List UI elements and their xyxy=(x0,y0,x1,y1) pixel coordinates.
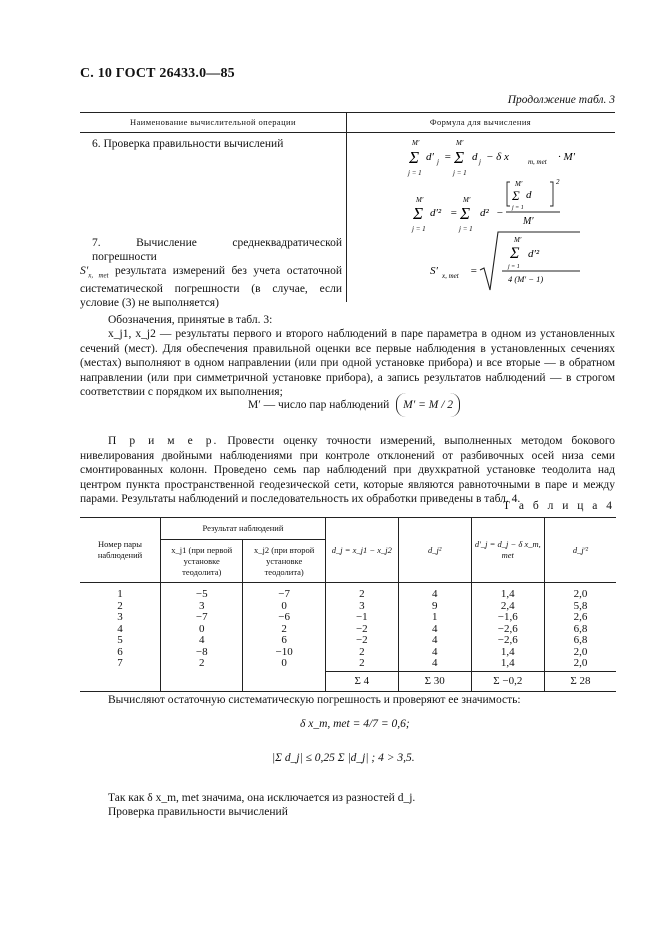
m-definition xyxy=(248,393,460,429)
header-djp2: d_j′² xyxy=(544,518,616,583)
page-header: С. 10 ГОСТ 26433.0—85 xyxy=(80,66,235,81)
formula-check-sum-svg xyxy=(406,136,616,180)
formula3-num: d′² xyxy=(528,248,540,260)
after-line-1: Вычисляют остаточную систематическую погрешность и проверяют ее значимость: xyxy=(108,694,521,706)
formula2-rhs: d² xyxy=(480,207,489,219)
square-2: 2 xyxy=(556,178,560,186)
table-column-divider xyxy=(346,112,347,302)
header-xj1: x_j1 (при первой установке теодолита) xyxy=(161,540,243,583)
table-cell: 3 xyxy=(325,601,398,613)
sum-sign-3: Σ xyxy=(413,204,424,223)
table-cell: 0 xyxy=(243,658,325,671)
table-cell: 2,4 xyxy=(471,601,544,613)
table-cell: 9 xyxy=(398,601,471,613)
table-cell: 5,8 xyxy=(544,601,616,613)
table-cell: 6 xyxy=(243,635,325,647)
table-4-header-row-1 xyxy=(80,518,616,540)
row-7-line1: 7. Вычисление среднеквадратической погрешности xyxy=(92,237,342,263)
table-4-sum-row xyxy=(80,671,616,691)
table-cell: −10 xyxy=(243,647,325,659)
table-cell: 4 xyxy=(161,635,243,647)
sum-djp2: Σ 28 xyxy=(544,671,616,691)
formula-dj: d xyxy=(472,151,478,163)
legend-intro: Обозначения, принятые в табл. 3: xyxy=(108,314,273,326)
sum-upper-limit-2: M′ xyxy=(456,139,464,147)
table-row xyxy=(80,601,616,613)
table-cell: 2,0 xyxy=(544,658,616,671)
formula-dj-sub: j xyxy=(479,158,481,166)
sum-lower-limit-5: j = 1 xyxy=(508,264,520,270)
table-cell: −1 xyxy=(325,612,398,624)
table-cell: 4 xyxy=(117,622,123,635)
after-line-3: Проверка правильности вычислений xyxy=(108,806,288,818)
sum-sign-5: Σ xyxy=(510,245,520,262)
table-cell: 2 xyxy=(325,647,398,659)
formula3-den: 4 (M′ − 1) xyxy=(508,274,544,284)
table-cell: 2 xyxy=(325,658,398,671)
header-xj2: x_j2 (при второй установке теодолита) xyxy=(243,540,325,583)
table-cell: 3 xyxy=(117,611,123,623)
example-paragraph xyxy=(80,434,615,507)
table-cell: 0 xyxy=(243,601,325,613)
formula2-equals: = xyxy=(450,207,458,219)
formula-check-squares-svg xyxy=(410,176,615,238)
table-cell: −2 xyxy=(325,624,398,636)
table-cell: 2 xyxy=(161,658,243,671)
formula-subscript-j: j xyxy=(437,158,439,166)
sum-empty-3 xyxy=(243,671,325,691)
table-cell: 6,8 xyxy=(544,635,616,647)
table-header-rule xyxy=(80,132,615,133)
m-formula: M′ = M / 2 xyxy=(396,393,460,417)
table-cell: 4 xyxy=(398,635,471,647)
formula-delta-sub: m, met xyxy=(528,158,547,166)
formula-lhs: d′ xyxy=(426,151,434,163)
formula-std-error xyxy=(420,230,615,296)
table-row xyxy=(80,583,616,601)
row-7-description: результата измерений без учета остаточной систематической погрешности (в случае, если условие (3) не выполняется) xyxy=(80,265,342,310)
inner-sum: Σ xyxy=(512,188,520,203)
table-cell: 4 xyxy=(398,583,471,601)
inner-lower: j = 1 xyxy=(512,205,524,211)
sum-dj2: Σ 30 xyxy=(398,671,471,691)
table-cell: −7 xyxy=(243,583,325,601)
table-cell: 2,6 xyxy=(544,612,616,624)
sum-lower-limit-4: j = 1 xyxy=(459,225,473,233)
sum-lower-limit-2: j = 1 xyxy=(453,169,467,177)
formula-check-sum xyxy=(406,136,616,180)
formula-equals: = xyxy=(444,151,452,163)
table-cell: 6,8 xyxy=(544,624,616,636)
table-cell: 2,0 xyxy=(544,583,616,601)
row-7-label xyxy=(80,236,342,310)
table-row xyxy=(80,658,616,671)
table-cell: 7 xyxy=(117,657,123,669)
table-cell: −2,6 xyxy=(471,624,544,636)
inner-d: d xyxy=(526,189,532,201)
table-cell: 1 xyxy=(117,588,123,600)
example-text: Провести оценку точности измерений, выполненных методом бокового нивелирования двойными наблюдениями при контроле отклонений от разбивочных осей низа семи смонтированных колонн. Проведено семь пар наблюдений при двухкратной установке теодолита над центром пункта пространственной геодезической сети, которые являются равноточными в паре и между парами. Результаты наблюдений и последовательность их обработки приведены в табл. 4. xyxy=(80,435,616,505)
formula-minus-delta: − δ x xyxy=(486,151,509,163)
equation-delta: δ x_m, met = 4/7 = 0,6; xyxy=(300,718,410,730)
table-cell: −2,6 xyxy=(471,635,544,647)
sum-upper-limit: M′ xyxy=(412,139,420,147)
s-symbol: S′ xyxy=(80,265,89,277)
formula-std-error-svg xyxy=(420,230,615,296)
sum-upper-limit-3: M′ xyxy=(416,196,424,204)
formula2-minus: − xyxy=(496,207,504,219)
table-cell: −5 xyxy=(161,583,243,601)
table-cell: 2 xyxy=(243,624,325,636)
header-results: Результат наблюдений xyxy=(161,518,326,540)
formula3-equals: = xyxy=(470,265,478,277)
table-cell: 1,4 xyxy=(471,647,544,659)
table-cell: −7 xyxy=(161,612,243,624)
table-cell: 4 xyxy=(398,624,471,636)
sum-empty-1 xyxy=(80,671,161,691)
table-cell: 4 xyxy=(398,658,471,671)
table-cell: 1,4 xyxy=(471,583,544,601)
header-dj: d_j = x_j1 − x_j2 xyxy=(325,518,398,583)
s-subscript: x, met xyxy=(88,271,109,280)
equation-significance: |Σ d_j| ≤ 0,25 Σ |d_j| ; 4 > 3,5. xyxy=(272,752,415,764)
table-row xyxy=(80,635,616,647)
table-cell: 2,0 xyxy=(544,647,616,659)
sum-sign: Σ xyxy=(409,148,420,167)
table-row xyxy=(80,647,616,659)
table-cell: −1,6 xyxy=(471,612,544,624)
table-4 xyxy=(80,517,616,692)
column-header-formula: Формула для вычисления xyxy=(429,117,532,127)
table-cell: 3 xyxy=(161,601,243,613)
header-pair-number: Номер пары наблюдений xyxy=(80,518,161,583)
row-6-label: 6. Проверка правильности вычислений xyxy=(92,138,284,150)
formula-check-squares xyxy=(410,176,615,238)
legend-xj: x_j1, x_j2 — результаты первого и второго наблюдений в паре параметра в одном из установленных сечений (мест). Для обеспечения правильной оценки все первые наблюдения в установленных сечениях (местах) выполняют в одном направлении (или при одной установке прибора) и все вторые — в обратном направлении (или при симметричной установке прибора), а запись результатов наблюдений — в строгом соответствии с порядком их выполнения; xyxy=(80,328,615,398)
sum-upper-limit-5: M′ xyxy=(514,236,522,244)
table-cell: −2 xyxy=(325,635,398,647)
table-cell: 5 xyxy=(117,634,123,646)
formula2-den: M′ xyxy=(523,216,534,227)
table-cell: 0 xyxy=(161,624,243,636)
formula2-lhs: d′² xyxy=(430,207,442,219)
inner-upper: M′ xyxy=(515,180,523,188)
header-djp: d′_j = d_j − δ x_m, met xyxy=(471,518,544,583)
table-cell: 1,4 xyxy=(471,658,544,671)
m-label: M′ — число пар наблюдений xyxy=(248,399,390,411)
table-cell: 1 xyxy=(398,612,471,624)
formula3-subscript: x, met xyxy=(442,272,459,280)
table-row xyxy=(80,624,616,636)
sum-djp: Σ −0,2 xyxy=(471,671,544,691)
sum-sign-4: Σ xyxy=(460,204,471,223)
table-4-body xyxy=(80,583,616,672)
row-7-rest xyxy=(80,264,342,310)
column-header-operation: Наименование вычислительной операции xyxy=(130,117,296,127)
example-lead: П р и м е р. xyxy=(108,435,219,447)
header-dj2: d_j² xyxy=(398,518,471,583)
formula-tail: · M′ xyxy=(558,151,576,163)
table-cell: 2 xyxy=(117,599,123,612)
table-3-continuation xyxy=(80,112,615,310)
sum-dj: Σ 4 xyxy=(325,671,398,691)
table-continuation-label: Продолжение табл. 3 xyxy=(507,94,615,106)
table-top-rule xyxy=(80,112,615,113)
sum-lower-limit-3: j = 1 xyxy=(412,225,426,233)
table-4-caption: Т а б л и ц а 4 xyxy=(502,500,615,512)
table-cell: 6 xyxy=(117,645,123,658)
sum-sign-2: Σ xyxy=(454,148,465,167)
formula3-lhs: S′ xyxy=(430,265,438,277)
table-row xyxy=(80,612,616,624)
sum-lower-limit: j = 1 xyxy=(408,169,422,177)
sum-upper-limit-4: M′ xyxy=(463,196,471,204)
sum-empty-2 xyxy=(161,671,243,691)
table-cell: 4 xyxy=(398,647,471,659)
table-cell: −6 xyxy=(243,612,325,624)
after-line-2: Так как δ x_m, met значима, она исключается из разностей d_j. xyxy=(108,792,416,804)
table-cell: 2 xyxy=(325,583,398,601)
table-cell: −8 xyxy=(161,647,243,659)
